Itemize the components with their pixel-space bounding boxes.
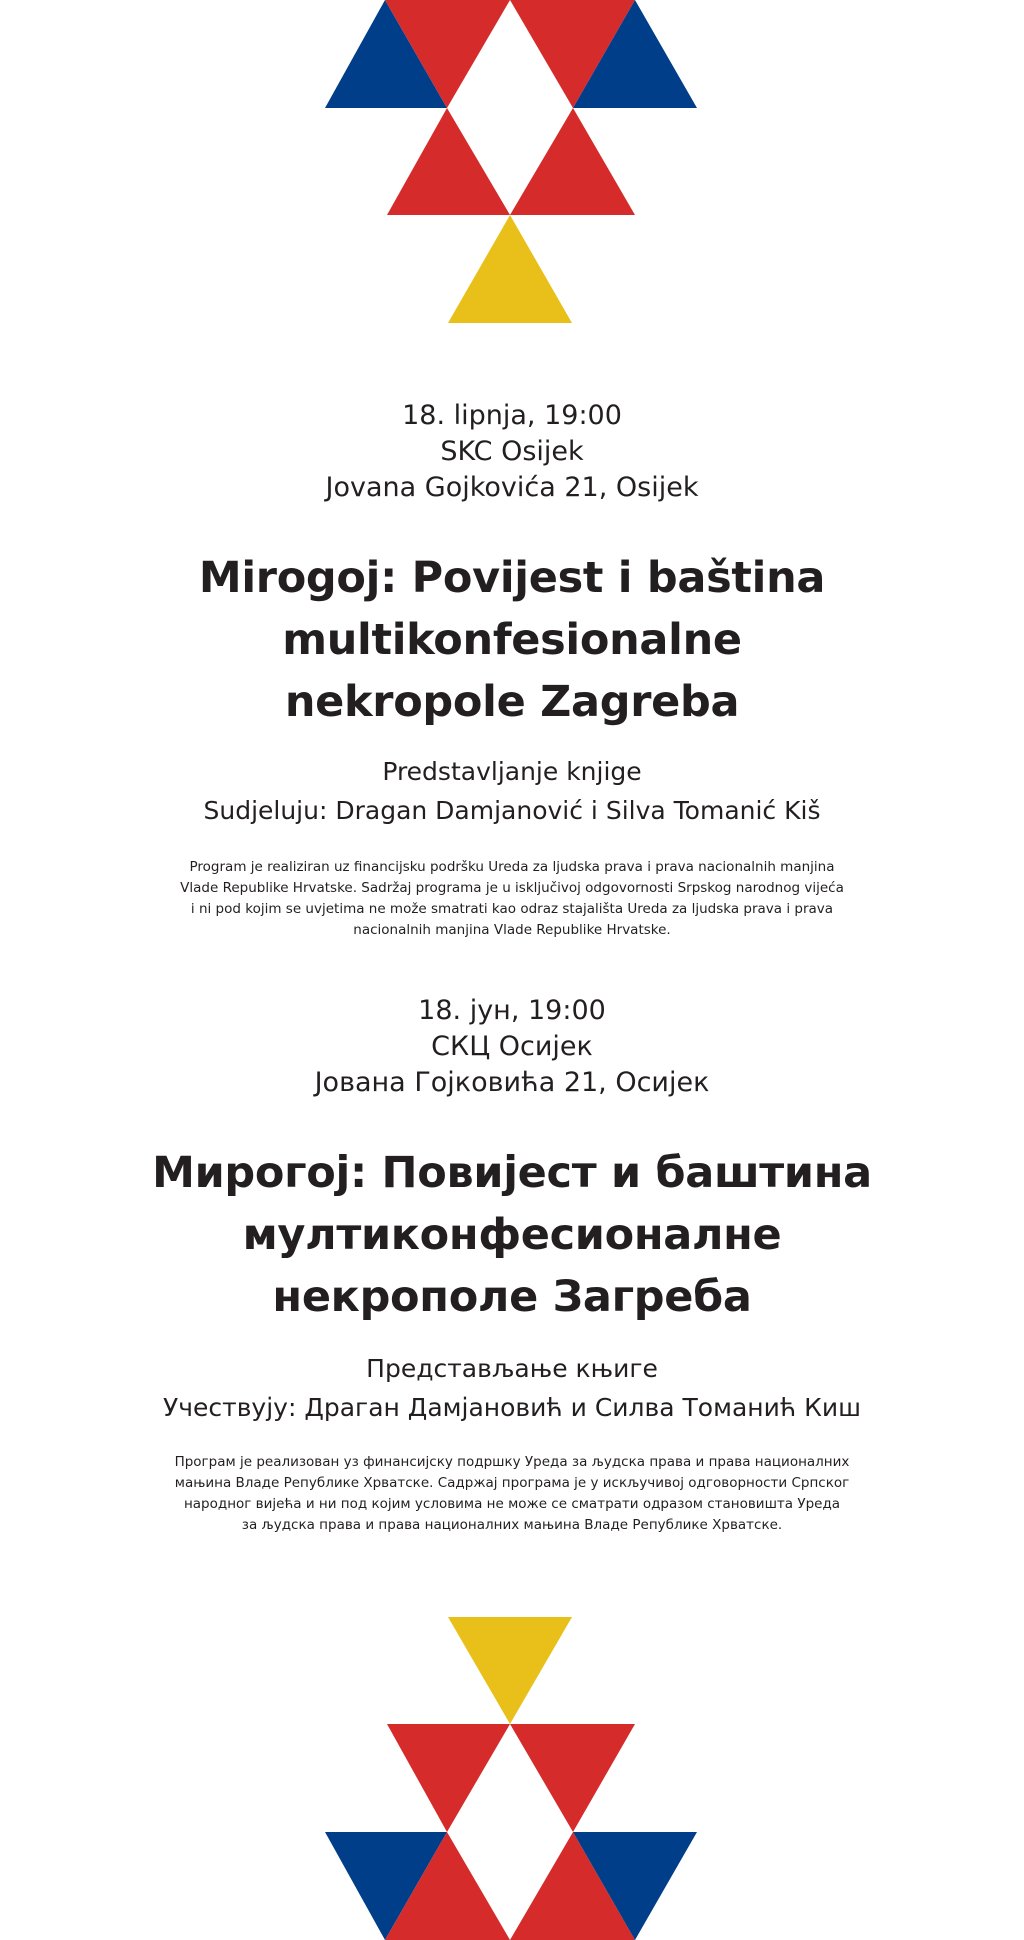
cyrillic-title-line-2: мултиконфесионалне [242, 1210, 782, 1260]
cyrillic-event-type: Представљање књиге [366, 1354, 658, 1383]
latin-book-title [0, 547, 1024, 733]
cyrillic-event-details [0, 1349, 1024, 1427]
ornament-triangle-red-mid-right [510, 1724, 635, 1832]
cyrillic-funding-notice [170, 1452, 854, 1536]
bottom-triangle-ornament [0, 1610, 1024, 1940]
latin-event-info [0, 398, 1024, 506]
cyrillic-address: Јована Гојковића 21, Осијек [314, 1067, 710, 1098]
cyrillic-date-time: 18. јун, 19:00 [418, 995, 606, 1026]
latin-title-line-2: multikonfesionalne [282, 615, 742, 665]
ornament-triangle-yellow [448, 1617, 572, 1724]
cyrillic-event-info [0, 993, 1024, 1101]
cyrillic-title-line-3: некрополе Загреба [272, 1272, 752, 1322]
cyrillic-title-line-1: Мирогој: Повијест и баштина [152, 1148, 872, 1198]
latin-event-type: Predstavljanje knjige [382, 757, 642, 786]
ornament-triangle-red-mid-left [387, 108, 510, 215]
ornament-triangle-red-mid-right [510, 108, 635, 215]
ornament-triangle-yellow [448, 215, 572, 323]
latin-event-details [0, 752, 1024, 830]
top-triangle-ornament [0, 0, 1024, 330]
latin-participants: Sudjeluju: Dragan Damjanović i Silva Tomanić Kiš [203, 796, 821, 825]
latin-venue: SKC Osijek [440, 436, 584, 467]
latin-date-time: 18. lipnja, 19:00 [402, 400, 622, 431]
latin-notice-line-3: i ni pod kojim se uvjetima ne može smatrati kao odraz stajališta Ureda za ljudska prava i prava [190, 901, 834, 917]
latin-notice-line-2: Vlade Republike Hrvatske. Sadržaj programa je u isključivoj odgovornosti Srpskog narodnog vijeća [180, 880, 844, 896]
latin-funding-notice [170, 857, 854, 941]
latin-notice-line-1: Program je realiziran uz financijsku podršku Ureda za ljudska prava i prava nacionalnih manjina [189, 859, 835, 875]
latin-title-line-1: Mirogoj: Povijest i baština [198, 553, 826, 603]
latin-notice-line-4: nacionalnih manjina Vlade Republike Hrvatske. [353, 922, 671, 938]
cyrillic-notice-line-4: за људска права и права националних мањина Владе Републике Хрватске. [241, 1517, 783, 1533]
cyrillic-venue: СКЦ Осијек [431, 1031, 593, 1062]
cyrillic-notice-line-1: Програм је реализован уз финансијску подршку Уреда за људска права и права националних [174, 1454, 850, 1470]
cyrillic-notice-line-2: мањина Владе Републике Хрватске. Садржај програма је у искључивој одговорности Српског [174, 1475, 850, 1491]
cyrillic-notice-line-3: народног вијећа и ни под којим условима не може се сматрати одразом становишта Уреда [183, 1496, 841, 1512]
ornament-triangle-red-mid-left [387, 1724, 510, 1832]
latin-address: Jovana Gojkovića 21, Osijek [325, 472, 699, 503]
cyrillic-book-title [0, 1142, 1024, 1328]
latin-title-line-3: nekropole Zagreba [284, 677, 740, 727]
cyrillic-participants: Учествују: Драган Дамјановић и Силва Томанић Киш [163, 1393, 861, 1422]
